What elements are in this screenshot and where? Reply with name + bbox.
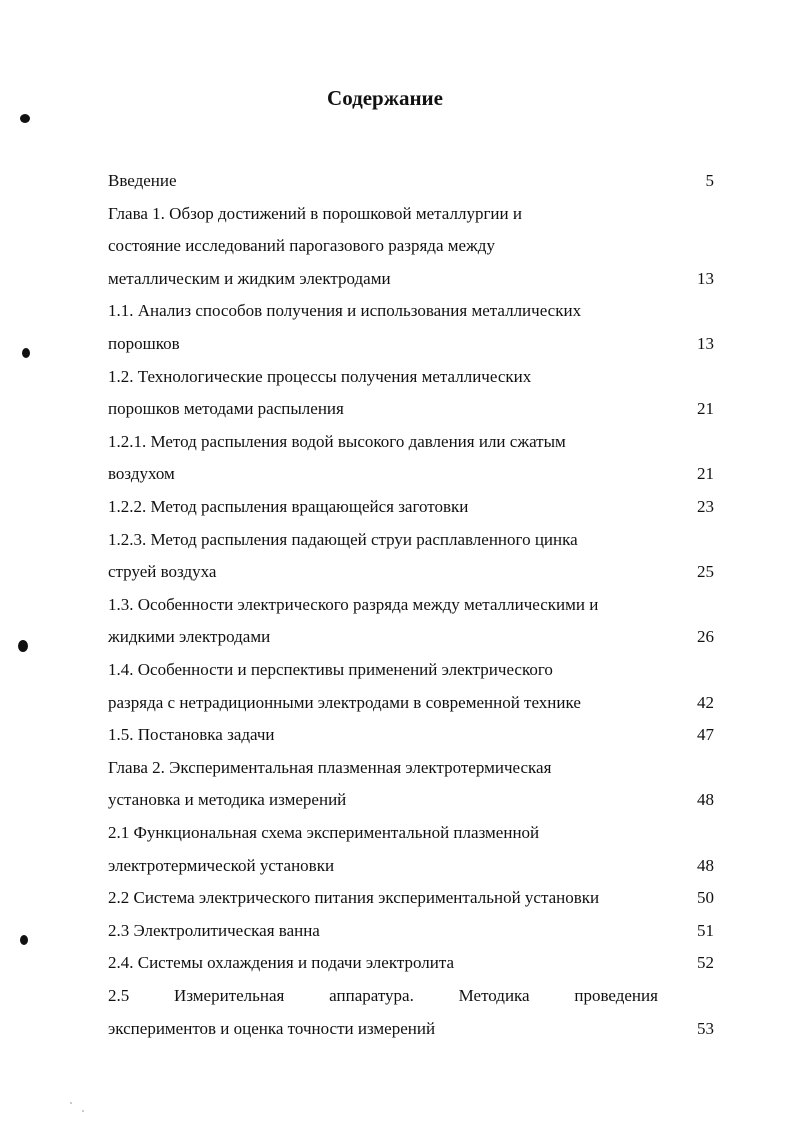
toc-entry-text: струей воздуха — [108, 562, 217, 581]
toc-entry — [108, 852, 718, 880]
toc-entry-text: 2.3 Электролитическая ванна — [108, 921, 320, 940]
toc-entry-page-number: 21 — [697, 464, 714, 483]
toc-entry — [108, 721, 718, 749]
toc-entry — [108, 460, 718, 488]
toc-entry-word: 2.5 — [108, 986, 130, 1005]
toc-entry-text: 2.2 Система электрического питания экспериментальной установки — [108, 888, 600, 907]
toc-entry — [108, 819, 718, 847]
toc-entry-text: разряда с нетрадиционными электродами в современной технике — [108, 693, 581, 712]
toc-entry-page-number: 13 — [697, 334, 714, 353]
toc-entry — [108, 591, 718, 619]
toc-entry-text — [108, 982, 658, 1010]
toc-entry — [108, 884, 718, 912]
toc-entry-text: 1.3. Особенности электрического разряда между металлическими и — [108, 595, 599, 614]
toc-entry — [108, 917, 718, 945]
toc-entry-page-number: 47 — [697, 725, 714, 744]
scan-mark — [18, 640, 28, 652]
toc-entry-text: установка и методика измерений — [108, 790, 347, 809]
toc-entry — [108, 754, 718, 782]
toc-entry-text: 1.2.3. Метод распыления падающей струи расплавленного цинка — [108, 530, 578, 549]
toc-entry — [108, 297, 718, 325]
toc-entry-text: порошков методами распыления — [108, 399, 344, 418]
toc-entry-word: Методика — [458, 986, 530, 1005]
toc-entry-text: 2.1 Функциональная схема экспериментальной плазменной — [108, 823, 540, 842]
toc-entry — [108, 689, 718, 717]
toc-entry-page-number: 25 — [697, 562, 714, 581]
toc-entry — [108, 526, 718, 554]
toc-entry-page-number: 50 — [697, 888, 714, 907]
toc-entry-text: воздухом — [108, 464, 175, 483]
toc-entry-text: 1.2.2. Метод распыления вращающейся заготовки — [108, 497, 469, 516]
toc-entry-text: электротермической установки — [108, 856, 335, 875]
toc-entry-page-number: 42 — [697, 693, 714, 712]
toc-entry — [108, 558, 718, 586]
toc-entry — [108, 786, 718, 814]
toc-entry-page-number: 48 — [697, 856, 714, 875]
toc-entry-word: проведения — [574, 986, 658, 1005]
toc-entry-page-number: 52 — [697, 953, 714, 972]
toc-entry — [108, 656, 718, 684]
scan-speck — [70, 1102, 72, 1104]
toc-entry — [108, 200, 718, 228]
toc-entry-text: жидкими электродами — [108, 627, 271, 646]
toc-entry — [108, 949, 718, 977]
toc-entry-text: состояние исследований парогазового разряда между — [108, 236, 495, 255]
toc-entry-word: аппаратура. — [329, 986, 414, 1005]
toc-entry — [108, 330, 718, 358]
toc-entry-text: 1.4. Особенности и перспективы применений электрического — [108, 660, 553, 679]
toc-entry-page-number: 26 — [697, 627, 714, 646]
toc-entry-page-number: 53 — [697, 1019, 714, 1038]
toc-entry-page-number: 21 — [697, 399, 714, 418]
toc-entry-text: 1.1. Анализ способов получения и использования металлических — [108, 301, 582, 320]
toc-entry-page-number: 23 — [697, 497, 714, 516]
toc-entry-text: 2.4. Системы охлаждения и подачи электролита — [108, 953, 455, 972]
toc-entry — [108, 982, 718, 1010]
toc-entry — [108, 428, 718, 456]
toc-entry-text: металлическим и жидким электродами — [108, 269, 391, 288]
toc-entry — [108, 232, 718, 260]
scan-speck — [82, 1110, 84, 1112]
toc-entry — [108, 265, 718, 293]
toc-entry-word: Измерительная — [174, 986, 285, 1005]
toc-entry-page-number: 5 — [705, 171, 714, 190]
toc-entry-text: 1.2.1. Метод распыления водой высокого давления или сжатым — [108, 432, 566, 451]
toc-entry-text: 1.2. Технологические процессы получения металлических — [108, 367, 532, 386]
toc-entry-page-number: 51 — [697, 921, 714, 940]
toc-entry-text: Глава 2. Экспериментальная плазменная электротермическая — [108, 758, 552, 777]
toc-entry — [108, 623, 718, 651]
toc-entry-page-number: 13 — [697, 269, 714, 288]
toc-entry — [108, 1015, 718, 1043]
toc-entry-text: экспериментов и оценка точности измерений — [108, 1019, 436, 1038]
page-title: Содержание — [327, 86, 443, 110]
scan-mark — [22, 348, 30, 358]
toc-entry — [108, 363, 718, 391]
toc-entry-text: порошков — [108, 334, 180, 353]
toc-entry-text: Введение — [108, 171, 177, 190]
toc-entry — [108, 395, 718, 423]
toc-entry-text: 1.5. Постановка задачи — [108, 725, 275, 744]
scan-mark — [20, 114, 30, 123]
toc-entry-text: Глава 1. Обзор достижений в порошковой металлургии и — [108, 204, 522, 223]
scan-mark — [20, 935, 28, 945]
toc-entry-page-number: 48 — [697, 790, 714, 809]
toc-entry — [108, 493, 718, 521]
toc-entry — [108, 167, 718, 195]
